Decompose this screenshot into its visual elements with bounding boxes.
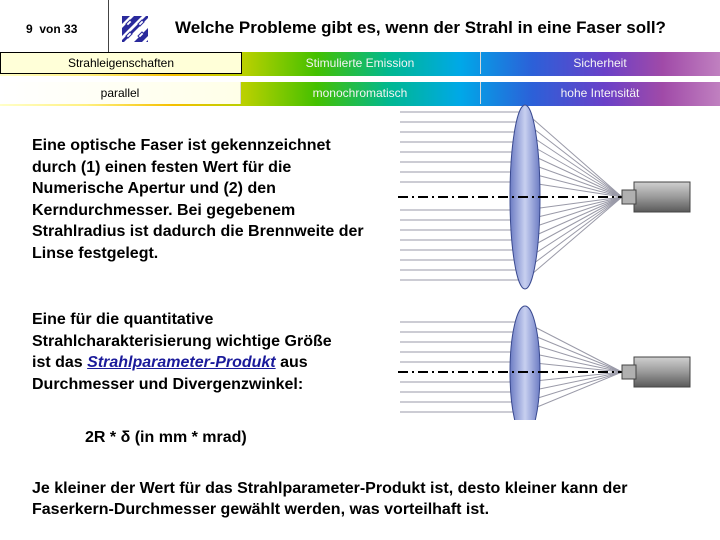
formula: 2R * δ (in mm * mrad) bbox=[85, 429, 247, 446]
lens-diagram bbox=[390, 100, 720, 420]
paragraph-text: aus Durchmesser und Divergenzwinkel: bbox=[32, 354, 308, 393]
lens-icon bbox=[510, 306, 540, 420]
page-separator: von bbox=[39, 22, 61, 36]
fiber-icon bbox=[634, 357, 690, 387]
paragraph-fiber: Eine optische Faser ist gekennzeichnet durch (1) einen festen Wert für die Numerische Apertur und (2) den Kerndurchmesser. Bei gegebenem Strahlradius ist dadurch die Brennweite der Linse festgelegt. bbox=[32, 137, 364, 262]
header-divider bbox=[108, 0, 109, 52]
tab-strahleigenschaften[interactable]: Strahleigenschaften bbox=[0, 52, 242, 74]
tab-hohe-intensitaet[interactable]: hohe Intensität bbox=[560, 86, 640, 100]
nav-row-topics bbox=[0, 52, 720, 76]
tab-monochromatisch[interactable]: monochromatisch bbox=[240, 82, 481, 104]
conclusion-text: Je kleiner der Wert für das Strahlparameter-Produkt ist, desto kleiner kann der Faserkern-Durchmesser gewählt werden, was vorteilhaft ist. bbox=[32, 480, 628, 518]
logo-icon bbox=[118, 12, 152, 46]
page-total: 33 bbox=[64, 22, 78, 36]
page-indicator bbox=[26, 22, 77, 36]
tab-parallel[interactable]: parallel bbox=[0, 82, 241, 104]
page-current: 9 bbox=[26, 22, 33, 36]
tab-stimulierte-emission[interactable]: Stimulierte Emission bbox=[240, 52, 481, 74]
fiber-icon bbox=[634, 182, 690, 212]
lens-system-upper bbox=[398, 105, 690, 289]
strahlparameter-produkt-link[interactable]: Strahlparameter-Produkt bbox=[87, 354, 276, 371]
page-title: Welche Probleme gibt es, wenn der Strahl in eine Faser soll? bbox=[175, 18, 666, 37]
tab-sicherheit[interactable]: Sicherheit bbox=[573, 56, 627, 70]
paragraph-text: Eine für die quantitative Strahlcharakterisierung wichtige Größe ist das bbox=[32, 311, 332, 371]
lens-system-lower bbox=[398, 306, 690, 420]
paragraph-beam-parameter bbox=[32, 309, 332, 395]
